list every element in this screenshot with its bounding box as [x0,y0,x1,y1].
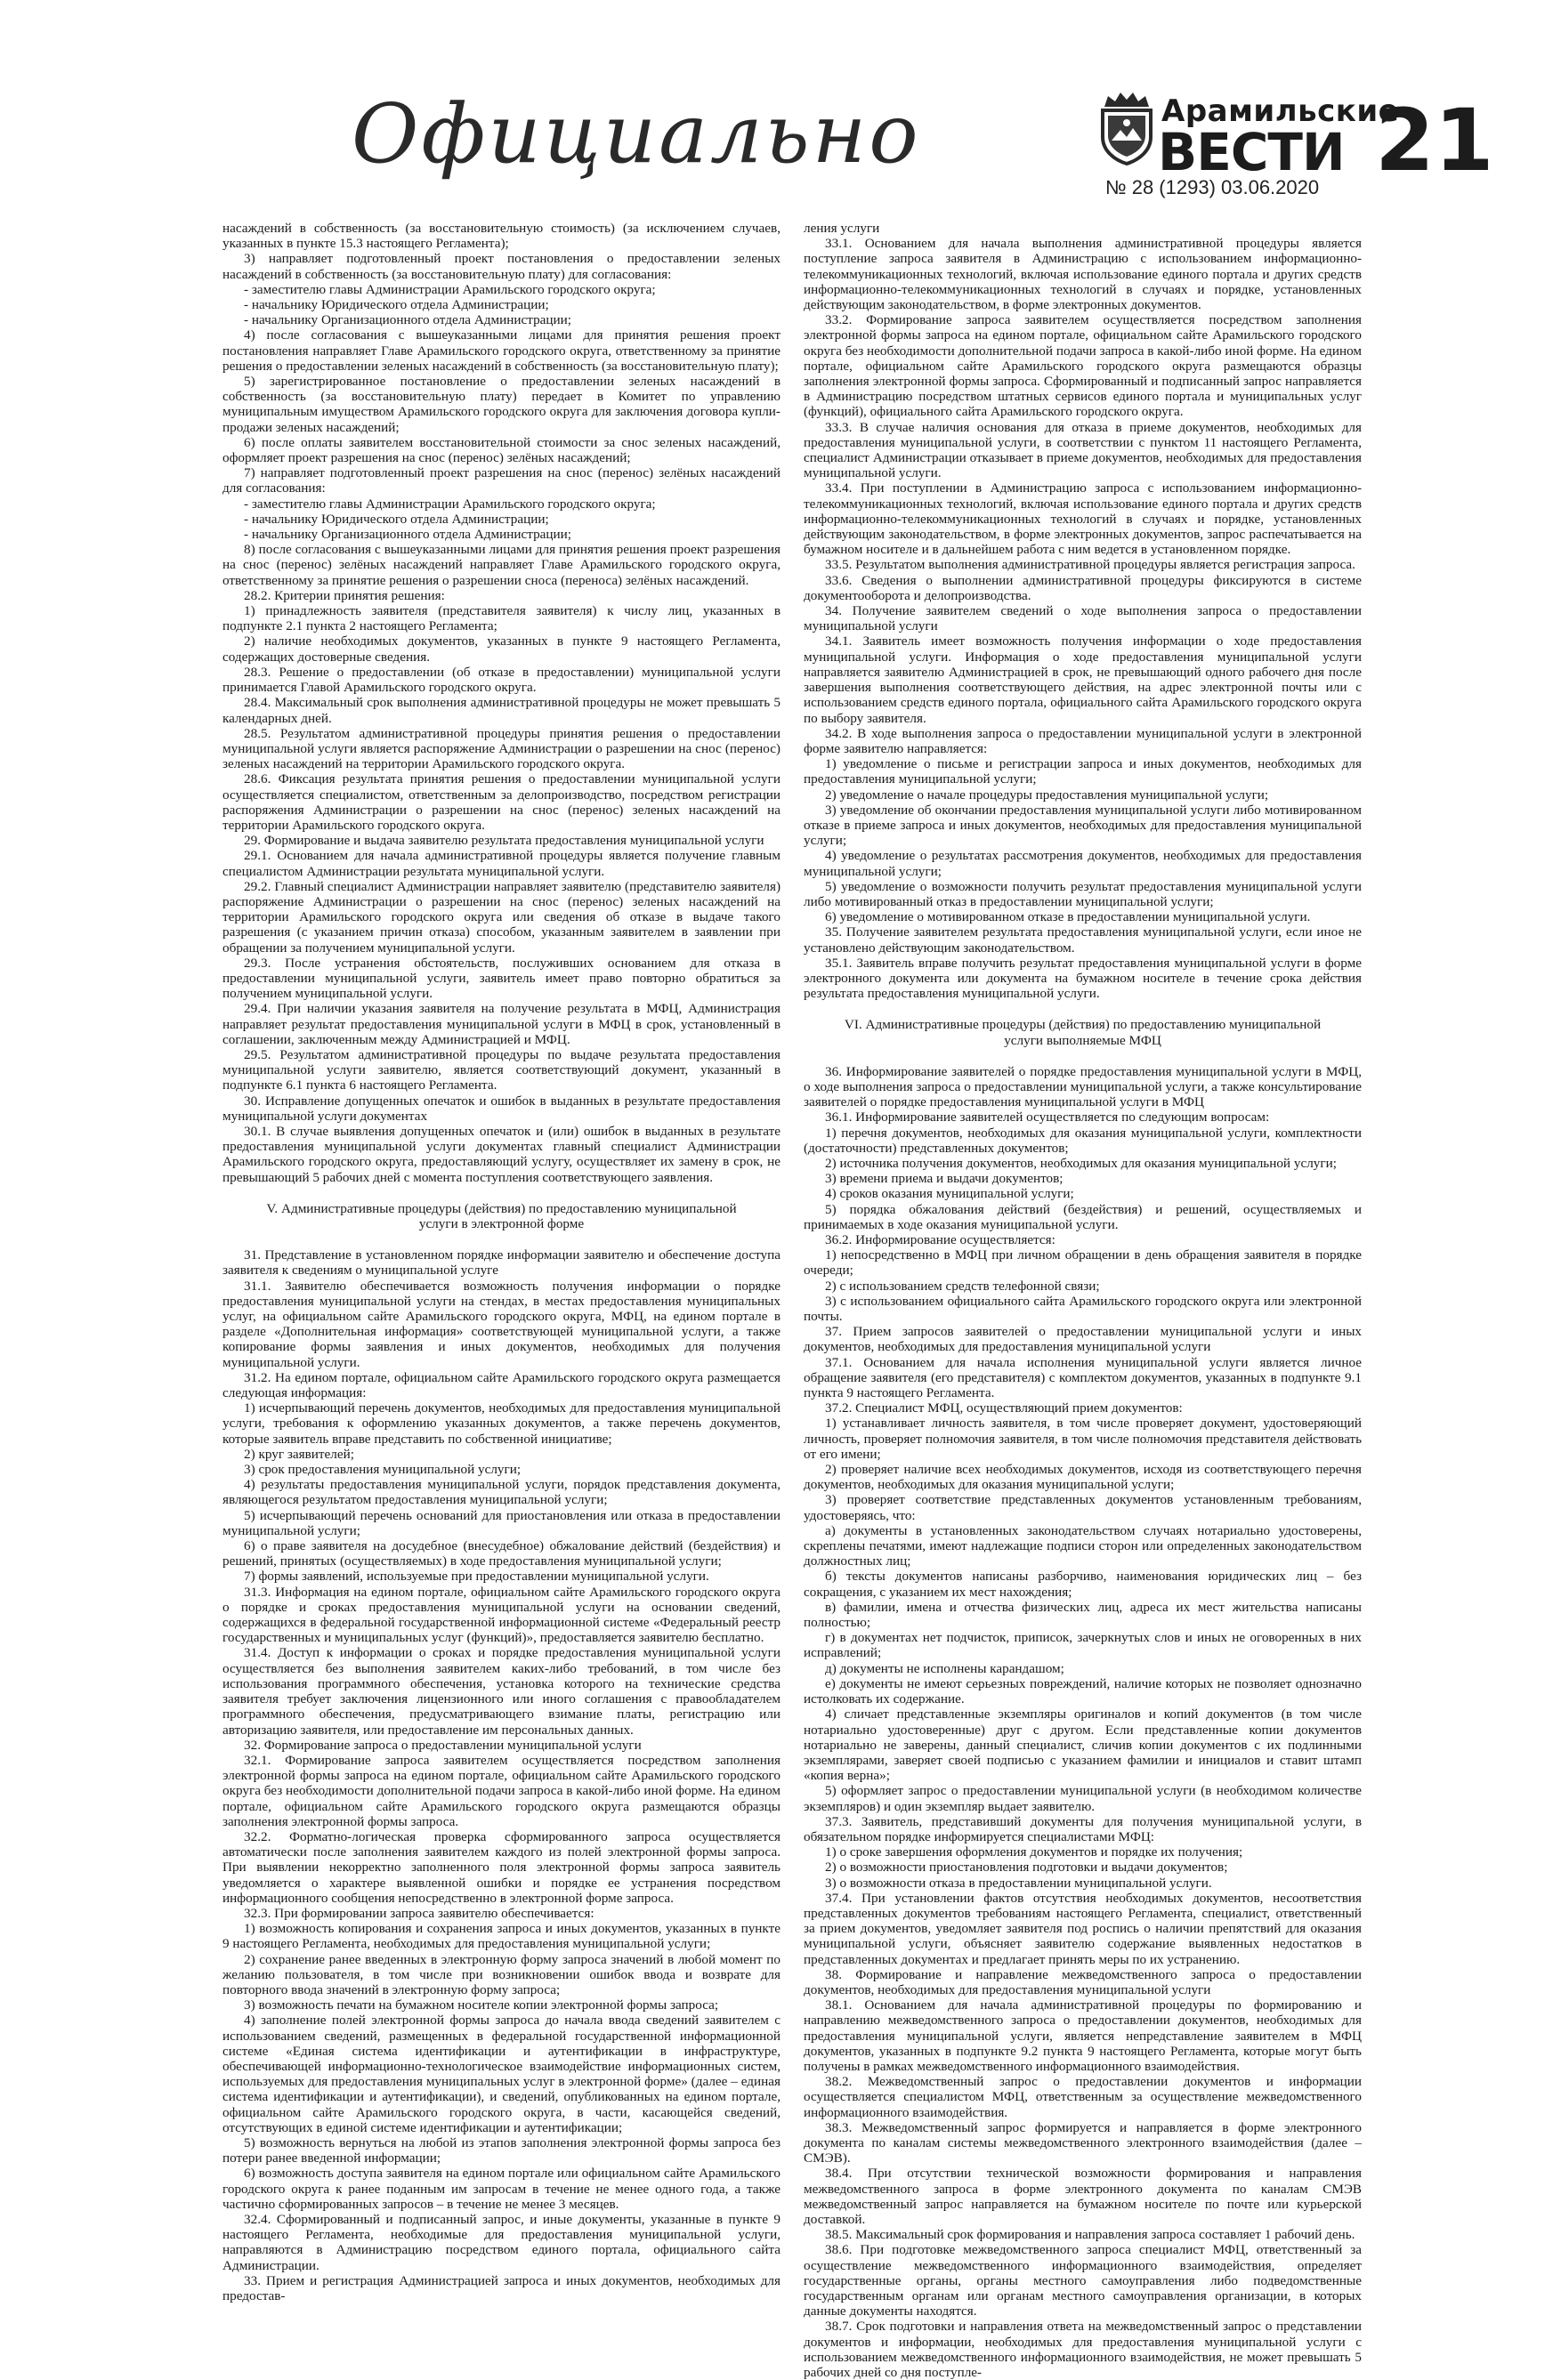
paragraph: 35. Получение заявителем результата предоставления муниципальной услуги, если иное не установлено действующим законодательством. [804,924,1362,956]
paragraph: 37.2. Специалист МФЦ, осуществляющий прием документов: [825,1400,1183,1416]
paragraph: 33.5. Результатом выполнения административной процедуры является регистрация запроса. [825,557,1355,573]
paragraph: 2) круг заявителей; [244,1446,354,1462]
paragraph: 28.4. Максимальный срок выполнения административной процедуры не может превышать 5 календарных дней. [222,695,780,726]
paragraph: 2) сохранение ранее введенных в электронную форму запроса значений в любой момент по желанию пользователя, в том числе при возникновении ошибок ввода и возврате для повторного ввода значений в электронную форму запроса; [222,1951,780,1997]
paragraph: 8) после согласования с вышеуказанными лицами для принятия решения проект разрешения на снос (перенос) зелёных насаждений направляет Главе Арамильского городского округа, ответственному за принятие решения о разрешении сноса (переноса) зелёных насаждений. [222,542,780,588]
paragraph: 1) уведомление о письме и регистрации запроса и иных документов, необходимых для предоставления муниципальной услуги; [804,756,1362,787]
paragraph: 1) о сроке завершения оформления документов и порядке их получения; [825,1844,1243,1860]
paragraph: 2) о возможности приостановления подготовки и выдачи документов; [825,1860,1228,1876]
coat-of-arms-icon [1099,89,1154,165]
paragraph: 33.2. Формирование запроса заявителем осуществляется посредством заполнения электронной формы запроса на едином портале, официальном сайте Арамильского городского округа без необходимости дополнительной подачи запроса в какой-либо иной форме. На едином портале, официальном сайте Арамильского городского округа размещаются образцы заполнения электронной формы запроса. Сформированный и подписанный запрос направляется в Администрацию посредством штатных сервисов единого портала и муниципальных услуг (функций), официального сайта Арамильского городского округа. [804,312,1362,420]
paragraph: 28.6. Фиксация результата принятия решения о предоставлении муниципальной услуги осуществляется специалистом, ответственным за делопроизводство, посредством регистрации распоряжения Администрации о разрешении на снос (перенос) зеленых насаждений на территории Арамильского городского округа. [222,771,780,833]
paragraph: 36.1. Информирование заявителей осуществляется по следующим вопросам: [825,1109,1270,1125]
paragraph: 6) после оплаты заявителем восстановительной стоимости за снос зеленых насаждений, оформляет проект разрешения на снос (перенос) зелёных насаждений; [222,434,780,466]
paragraph: 38.2. Межведомственный запрос о предоставлении документов и информации осуществляется специалистом МФЦ, ответственным за осуществление межведомственного информационного взаимодействия. [804,2074,1362,2120]
paragraph: 5) зарегистрированное постановление о предоставлении зеленых насаждений в собственность (за восстановительную плату) передает в Комитет по управлению муниципальным имуществом Арамильского городского округа для заключения договора купли-продажи зеленых насаждений; [222,374,780,435]
paragraph: - начальнику Юридического отдела Администрации; [244,511,549,527]
newspaper-logo [1099,85,1400,182]
paragraph: - начальнику Организационного отдела Администрации; [244,527,572,543]
paragraph: 2) с использованием средств телефонной связи; [825,1278,1100,1294]
paragraph: д) документы не исполнены карандашом; [825,1660,1064,1676]
paragraph: 2) источника получения документов, необходимых для оказания муниципальной услуги; [825,1155,1337,1171]
paragraph: 7) направляет подготовленный проект разрешения на снос (перенос) зелёных насаждений для согласования: [222,465,780,496]
paragraph: 37. Прием запросов заявителей о предоставлении муниципальной услуги и иных документов, необходимых для предоставления муниципальной услуги [804,1324,1362,1355]
paragraph: 5) исчерпывающий перечень оснований для приостановления или отказа в предоставлении муниципальной услуги; [222,1507,780,1538]
right-paragraphs-2 [804,1064,1362,2380]
paragraph: 33.3. В случае наличия основания для отказа в приеме документов, необходимых для предоставления муниципальной услуги, в соответствии с пунктом 11 настоящего Регламента, специалист Администрации отказывает в приеме документов, необходимых для предоставления муниципальной услуги. [804,419,1362,481]
section-vi-heading: VI. Административные процедуры (действия) по предоставлению муниципальной услуги выполняемые МФЦ [844,1017,1322,1048]
paragraph: 36. Информирование заявителей о порядке предоставления муниципальной услуги в МФЦ, о ходе выполнения запроса о предоставлении муниципальной услуги, а также консультирование заявителей о порядке предоставления муниципальной услуги в МФЦ [804,1063,1362,1110]
paragraph: 3) уведомление об окончании предоставления муниципальной услуги либо мотивированном отказе в приеме запроса и иных документов, необходимых для предоставления муниципальной услуги; [804,802,1362,849]
paragraph: 29.4. При наличии указания заявителя на получение результата в МФЦ, Администрация направляет результат предоставления муниципальной услуги в МФЦ в срок, установленный в соглашении, заключенным между Администрацией и МФЦ. [222,1001,780,1047]
paragraph: е) документы не имеют серьезных повреждений, наличие которых не позволяет однозначно истолковать их содержание. [804,1675,1362,1707]
paragraph: 31.2. На едином портале, официальном сайте Арамильского городского округа размещается следующая информация: [222,1369,780,1401]
paragraph: 4) сроков оказания муниципальной услуги; [825,1186,1074,1202]
paragraph: 1) устанавливает личность заявителя, в том числе проверяет документ, удостоверяющий личность, проверяет полномочия заявителя, в том числе полномочия представителя действовать от его имени; [804,1416,1362,1462]
paragraph: 4) заполнение полей электронной формы запроса до начала ввода сведений заявителем с использованием сведений, размещенных в федеральной государственной информационной системе «Единая система идентификации и аутентификации в инфраструктуре, обеспечивающей информационно-технологическое взаимодействие информационных систем, используемых для предоставления муниципальных услуг в электронной форме» (далее – единая система идентификации и аутентификации), и сведений, опубликованных на едином портале, официальном сайте Арамильского городского округа, в части, касающейся сведений, отсутствующих в единой системе идентификации и аутентификации; [222,2013,780,2135]
paragraph: 38.3. Межведомственный запрос формируется и направляется в форме электронного документа по каналам системы межведомственного электронного взаимодействия (далее – СМЭВ). [804,2119,1362,2166]
paragraph: 38.6. При подготовке межведомственного запроса специалист МФЦ, ответственный за осуществление межведомственного информационного взаимодействия, определяет государственные органы, органы местного самоуправления либо подведомственные государственным органам или органам местного самоуправления организации, в которых данные документы находятся. [804,2242,1362,2319]
paragraph: 3) с использованием официального сайта Арамильского городского округа или электронной почты. [804,1293,1362,1325]
paragraph: 31.3. Информация на едином портале, официальном сайте Арамильского городского округа о порядке и сроках предоставления муниципальной услуги на основании сведений, содержащихся в федеральной государственной информационной системе «Федеральный реестр государственных и муниципальных услуг (функций)», предоставляется заявителю бесплатно. [222,1584,780,1646]
paragraph: 29.1. Основанием для начала административной процедуры является получение главным специалистом Администрации результата муниципальной услуги. [222,848,780,879]
paragraph: 32.4. Сформированный и подписанный запрос, и иные документы, указанные в пункте 9 настоящего Регламента, необходимые для предоставления муниципальной услуги, направляются в Администрацию посредством единого портала, официального сайта Администрации. [222,2212,780,2273]
paragraph: 37.4. При установлении фактов отсутствия необходимых документов, несоответствия представленных документов требованиям настоящего Регламента, специалист, ответственный за прием документов, уведомляет заявителя под роспись о наличии препятствий для оказания муниципальной услуги, объясняет заявителю содержание выявленных недостатков в представленных документах и предлагает принять меры по их устранению. [804,1890,1362,1967]
paragraph: г) в документах нет подчисток, приписок, зачеркнутых слов и иных не оговоренных в них исправлений; [804,1630,1362,1661]
paragraph: 3) направляет подготовленный проект постановления о предоставлении зеленых насаждений в собственность (за восстановительную плату) для согласования: [222,251,780,282]
paragraph: 5) оформляет запрос о предоставлении муниципальной услуги (в необходимом количестве экземпляров) и один экземпляр выдает заявителю. [804,1783,1362,1814]
paragraph: 32.3. При формировании запроса заявителю обеспечивается: [244,1905,594,1921]
paragraph: в) фамилии, имена и отчества физических лиц, адреса их мест жительства написаны полностью; [804,1599,1362,1631]
paragraph: 2) проверяет наличие всех необходимых документов, исходя из соответствующего перечня документов, необходимых для оказания муниципальной услуги; [804,1462,1362,1493]
paragraph: 29.3. После устранения обстоятельств, послуживших основанием для отказа в предоставлении муниципальной услуги, заявитель имеет право повторно обратиться за получением муниципальной услуги. [222,955,780,1002]
paragraph: ления услуги [804,221,880,236]
paragraph: 4) результаты предоставления муниципальной услуги, порядок представления документа, являющегося результатом предоставления муниципальной услуги; [222,1477,780,1508]
masthead [0,0,1561,221]
paragraph: 38. Формирование и направление межведомственного запроса о предоставлении документов, необходимых для предоставления муниципальной услуги [804,1966,1362,1997]
paragraph: 6) уведомление о мотивированном отказе в предоставлении муниципальной услуги. [825,909,1311,925]
paragraph: 34. Получение заявителем сведений о ходе выполнения запроса о предоставлении муниципальной услуги [804,603,1362,634]
paragraph: 28.5. Результатом административной процедуры принятия решения о предоставлении муниципальной услуги является распоряжение Администрации о разрешении на снос (перенос) зеленых насаждений на территории Арамильского городского округа. [222,725,780,772]
right-column [804,221,1362,2380]
paragraph: 1) исчерпывающий перечень документов, необходимых для предоставления муниципальной услуги, требования к оформлению указанных документов, а также перечень документов, которые заявитель вправе представить по собственной инициативе; [222,1400,780,1447]
paragraph: - заместителю главы Администрации Арамильского городского округа; [244,496,656,512]
page-number: 21 [1375,91,1494,190]
right-paragraphs [804,221,1362,1001]
paragraph: 29.2. Главный специалист Администрации направляет заявителю (представителю заявителя) распоряжение Администрации о разрешении на снос (перенос) зеленых насаждений на территории Арамильского городского округа или сведения об отказе в выдаче такого разрешения (с указанием причин отказа) способом, указанным заявителем в заявлении при обращении за получением муниципальной услуги. [222,878,780,956]
section-v-heading: V. Административные процедуры (действия) по предоставлению муниципальной услуги в электронной форме [266,1200,737,1231]
paragraph: 31.4. Доступ к информации о сроках и порядке предоставления муниципальной услуги осуществляется без выполнения заявителем каких-либо требований, в том числе без использования программного обеспечения, установка которого на технические средства заявителя требует заключения лицензионного или иного соглашения с правообладателем программного обеспечения, предусматривающего взимание платы, регистрацию или авторизацию заявителя, или предоставление им персональных данных. [222,1645,780,1738]
paragraph: 34.2. В ходе выполнения запроса о предоставлении муниципальной услуги в электронной форме заявителю направляется: [804,725,1362,756]
paragraph: 3) возможность печати на бумажном носителе копии электронной формы запроса; [244,1997,719,2013]
paragraph: 32.2. Форматно-логическая проверка сформированного запроса осуществляется автоматически после заполнения заявителем каждого из полей электронной формы запроса. При выявлении некорректно заполненного поля электронной формы запроса заявитель уведомляется о характере выявленной ошибки и порядке ее устранения посредством информационного сообщения непосредственно в электронной форме запроса. [222,1828,780,1906]
paragraph: 6) возможность доступа заявителя на едином портале или официальном сайте Арамильского городского округа к ранее поданным им запросам в течение не менее одного года, а также частично сформированных запросов – в течение не менее 3 месяцев. [222,2166,780,2212]
paragraph: - начальнику Юридического отдела Администрации; [244,297,549,313]
paragraph: 38.5. Максимальный срок формирования и направления запроса составляет 1 рабочий день. [825,2227,1355,2243]
paragraph: 29. Формирование и выдача заявителю результата предоставления муниципальной услуги [244,833,764,849]
paragraph: 7) формы заявлений, используемые при предоставлении муниципальной услуги. [244,1569,709,1585]
paragraph: 3) о возможности отказа в предоставлении муниципальной услуги. [825,1875,1212,1891]
logo-text-small: Арамильские [1161,93,1400,129]
left-column [222,221,780,2304]
paragraph: а) документы в установленных законодательством случаях нотариально удостоверены, скреплены печатями, имеют надлежащие подписи сторон или определенных законодательством должностных лиц; [804,1522,1362,1569]
paragraph: 32.1. Формирование запроса заявителем осуществляется посредством заполнения электронной формы запроса на едином портале, официальном сайте Арамильского городского округа без необходимости дополнительной подачи запроса в какой-либо иной форме. На едином портале, официальном сайте Арамильского городского округа размещаются образцы заполнения электронной формы запроса. [222,1752,780,1829]
paragraph: насаждений в собственность (за восстановительную стоимость) (за исключением случаев, указанных в пункте 15.3 настоящего Регламента); [222,221,780,252]
paragraph: 33.1. Основанием для начала выполнения административной процедуры является поступление запроса заявителя в Администрацию с использованием информационно-телекоммуникационных технологий, включая использование единого портала и других средств информационно-телекоммуникационных технологий в случаях и порядке, установленных действующим законодательством, в форме электронных документов. [804,236,1362,313]
paragraph: 34.1. Заявитель имеет возможность получения информации о ходе предоставления муниципальной услуги. Информация о ходе предоставления муниципальной услуги направляется заявителю Администрацией в срок, не превышающий одного рабочего дня после завершения выполнения соответствующего действия, на адрес электронной почты или с использованием средств единого портала, официального сайта Арамильского городского округа по выбору заявителя. [804,633,1362,726]
paragraph: 38.4. При отсутствии технической возможности формирования и направления межведомственного запроса в форме электронного документа по каналам СМЭВ межведомственный запрос направляется на бумажном носителе по почте или курьерской доставкой. [804,2166,1362,2227]
paragraph: 29.5. Результатом административной процедуры по выдаче результата предоставления муниципальной услуги заявителю, является соответствующий документ, указанный в подпункте 6.1 пункта 6 настоящего Регламента. [222,1046,780,1093]
paragraph: 6) о праве заявителя на досудебное (внесудебное) обжалование действий (бездействия) и решений, принятых (осуществляемых) в ходе предоставления муниципальной услуги; [222,1538,780,1569]
paragraph: 28.3. Решение о предоставлении (об отказе в предоставлении) муниципальной услуги принимается Главой Арамильского городского округа. [222,664,780,696]
paragraph: - начальнику Организационного отдела Администрации; [244,312,572,328]
paragraph: 33.4. При поступлении в Администрацию запроса с использованием информационно-телекоммуникационных технологий, включая использование единого портала и других средств информационно-телекоммуникационных технологий в случаях и порядке, установленных действующим законодательством, в форме электронных документов, запрос распечатывается на бумажном носителе и в дальнейшем работа с ним ведется в установленном порядке. [804,480,1362,558]
paragraph: 5) возможность вернуться на любой из этапов заполнения электронной формы запроса без потери ранее введенной информации; [222,2134,780,2166]
paragraph: 28.2. Критерии принятия решения: [244,587,445,603]
paragraph: 1) перечня документов, необходимых для оказания муниципальной услуги, комплектности (достаточности) представленных документов; [804,1125,1362,1156]
paragraph: 2) уведомление о начале процедуры предоставления муниципальной услуги; [825,787,1269,803]
paragraph: 30.1. В случае выявления допущенных опечаток и (или) ошибок в выданных в результате предоставления муниципальной услуги документах главный специалист Администрации Арамильского городского округа, предоставляющий услугу, осуществляет их замену в срок, не превышающий 5 рабочих дней с момента поступления соответствующего заявления. [222,1123,780,1185]
paragraph: 31. Представление в установленном порядке информации заявителю и обеспечение доступа заявителя к сведениям о муниципальной услуге [222,1247,780,1279]
paragraph: 33.6. Сведения о выполнении административной процедуры фиксируются в системе документооборота и делопроизводства. [804,572,1362,603]
paragraph: 32. Формирование запроса о предоставлении муниципальной услуги [244,1737,642,1753]
paragraph: 1) возможность копирования и сохранения запроса и иных документов, указанных в пункте 9 настоящего Регламента, необходимых для предоставления муниципальной услуги; [222,1921,780,1952]
paragraph: 36.2. Информирование осуществляется: [825,1232,1055,1247]
paragraph: - заместителю главы Администрации Арамильского городского округа; [244,281,656,297]
issue-number-date: № 28 (1293) 03.06.2020 [1105,176,1320,198]
paragraph: 2) наличие необходимых документов, указанных в пункте 9 настоящего Регламента, содержащих достоверные сведения. [222,633,780,665]
paragraph: б) тексты документов написаны разборчиво, наименования юридических лиц – без сокращения, с указанием их мест нахождения; [804,1569,1362,1600]
paragraph: 3) времени приема и выдачи документов; [825,1171,1064,1187]
left-paragraphs-2 [222,1247,780,2303]
section-title: Официально [352,86,921,182]
paragraph: 4) после согласования с вышеуказанными лицами для принятия решения проект постановления направляет Главе Арамильского городского округа, ответственному за принятие решения о предоставлении зеленых насаждений в собственность (за восстановительную плату); [222,327,780,374]
paragraph: 3) срок предоставления муниципальной услуги; [244,1462,522,1478]
paragraph: 31.1. Заявителю обеспечивается возможность получения информации о порядке предоставления муниципальной услуги на стендах, в местах предоставления муниципальных услуг, на официальном сайте Арамильского городского округа, МФЦ, на едином портале в разделе «Дополнительная информация» соответствующей муниципальной услуги, а также копирование формы заявления и иных документов, необходимых для получения муниципальной услуги. [222,1278,780,1370]
paragraph: 38.7. Срок подготовки и направления ответа на межведомственный запрос о представлении документов и информации, необходимых для предоставления муниципальной услуги с использованием межведомственного информационного взаимодействия, не может превышать 5 рабочих дней со дня поступле- [804,2319,1362,2380]
paragraph: 4) уведомление о результатах рассмотрения документов, необходимых для предоставления муниципальной услуги; [804,848,1362,879]
paragraph: 4) сличает представленные экземпляры оригиналов и копий документов (в том числе нотариально удостоверенные) друг с другом. Если представленные копии документов нотариально не заверены, данный специалист, сличив копии документов с их подлинными экземплярами, заверяет своей подписью с указанием фамилии и инициалов и ставит штамп «копия верна»; [804,1706,1362,1784]
paragraph: 30. Исправление допущенных опечаток и ошибок в выданных в результате предоставления муниципальной услуги документах [222,1093,780,1124]
paragraph: 5) уведомление о возможности получить результат предоставления муниципальной услуги либо мотивированный отказ в предоставлении муниципальной услуги; [804,878,1362,909]
paragraph: 35.1. Заявитель вправе получить результат предоставления муниципальной услуги в форме электронного документа или документа на бумажном носителе в течение срока действия результата предоставления муниципальной услуги. [804,955,1362,1002]
paragraph: 1) непосредственно в МФЦ при личном обращении в день обращения заявителя в порядке очереди; [804,1247,1362,1279]
paragraph: 3) проверяет соответствие представленных документов установленным требованиям, удостоверяясь, что: [804,1492,1362,1523]
left-paragraphs [222,221,780,1185]
paragraph: 5) порядка обжалования действий (бездействия) и решений, осуществляемых и принимаемых в ходе оказания муниципальной услуги. [804,1201,1362,1232]
logo-text-big: ВЕСТИ [1158,122,1345,182]
paragraph: 38.1. Основанием для начала административной процедуры по формированию и направлению межведомственного запроса о предоставлении документов, необходимых для предоставления муниципальной услуги, является непредставление заявителем в МФЦ документов, указанных в подпункте 9.2 пункта 9 настоящего Регламента, которые могут быть получены в рамках межведомственного информационного взаимодействия. [804,1997,1362,2074]
paragraph: 37.3. Заявитель, представивший документы для получения муниципальной услуги, в обязательном порядке информируется специалистами МФЦ: [804,1813,1362,1844]
paragraph: 37.1. Основанием для начала исполнения муниципальной услуги является личное обращение заявителя (его представителя) с комплектом документов, указанных в подпункте 9.1 пункта 9 настоящего Регламента. [804,1354,1362,1401]
paragraph: 1) принадлежность заявителя (представителя заявителя) к числу лиц, указанных в подпункте 2.1 пункта 2 настоящего Регламента; [222,603,780,634]
paragraph: 33. Прием и регистрация Администрацией запроса и иных документов, необходимых для предостав- [222,2272,780,2304]
